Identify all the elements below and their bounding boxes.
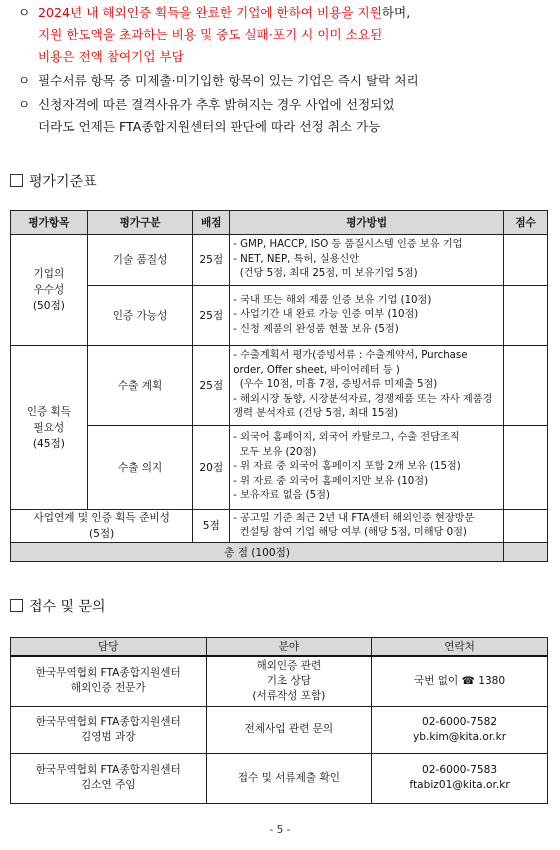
checkbox-square-icon bbox=[10, 174, 23, 187]
page-number: - 5 - bbox=[269, 824, 291, 836]
method-line: 모두 보유 (20점) bbox=[233, 446, 317, 458]
bullet-2 bbox=[18, 70, 553, 92]
table-row bbox=[11, 235, 548, 286]
method-line: - 해외시장 동향, 시장분석자료, 경쟁제품 또는 자사 제품경쟁력 분석자료 (건당 5점, 최대 15점) bbox=[233, 393, 493, 420]
method-line: - 사업기간 내 완료 가능 인증 여부 (10점) bbox=[233, 309, 419, 321]
bullet-1-line-1: 2024년 내 해외인증 획득을 완료한 기업에 한하여 비용을 지원 bbox=[38, 5, 382, 20]
score-input-cell[interactable] bbox=[504, 235, 548, 286]
table-row bbox=[11, 510, 548, 543]
eval-score: 25점 bbox=[193, 235, 230, 286]
contact-table bbox=[10, 637, 548, 804]
score-input-cell[interactable] bbox=[504, 346, 548, 426]
method-line: - 위 자료 중 외국어 홈페이지만 보유 (10점) bbox=[233, 475, 429, 487]
header-cell: 배점 bbox=[193, 211, 230, 235]
score-input-cell[interactable] bbox=[504, 510, 548, 543]
method-line: - 위 자료 중 외국어 홈페이지 포함 2개 보유 (15점) bbox=[233, 461, 461, 473]
eval-category: 인증 가능성 bbox=[87, 286, 193, 346]
method-line: - GMP, HACCP, ISO 등 품질시스템 인증 보유 기업 bbox=[233, 239, 463, 251]
contact-phone-email[interactable]: 02-6000-7582 yb.kim@kita.or.kr bbox=[372, 706, 548, 753]
table-row bbox=[11, 753, 548, 803]
method-line: (우수 10점, 미흡 7점, 증빙서류 미제출 5점) bbox=[233, 379, 438, 391]
method-line: 컨설팅 참여 기업 해당 여부 (해당 5점, 미해당 0점) bbox=[233, 527, 467, 538]
method-line: - 보유자료 없음 (5점) bbox=[233, 490, 330, 502]
header-cell: 평가방법 bbox=[230, 211, 504, 235]
bullet-1-tail: 하며, bbox=[381, 5, 411, 20]
eval-item: 사업연계 및 인증 획득 준비성 (5점) bbox=[11, 510, 193, 543]
section-eval-title: 평가기준표 bbox=[29, 174, 97, 190]
method-line: (건당 5점, 최대 25점, 미 보유기업 5점) bbox=[233, 268, 418, 280]
header-cell: 분야 bbox=[206, 638, 372, 657]
header-cell: 연락처 bbox=[372, 638, 548, 657]
table-row bbox=[11, 706, 548, 753]
section-contact-title: 접수 및 문의 bbox=[29, 599, 106, 615]
bullet-mark: ㅇ bbox=[18, 97, 31, 112]
eval-item: 인증 획득 필요성 (45점) bbox=[11, 346, 88, 510]
contact-phone-email[interactable]: 02-6000-7583 ftabiz01@kita.or.kr bbox=[372, 753, 548, 803]
eval-table bbox=[10, 210, 548, 562]
header-cell: 점수 bbox=[504, 211, 548, 235]
section-eval-heading bbox=[10, 172, 97, 192]
method-line: - 공고일 기준 최근 2년 내 FTA센터 해외인증 현장방문 bbox=[233, 512, 475, 524]
contact-phone[interactable]: 국번 없이 ☎ 1380 bbox=[372, 656, 548, 706]
table-row bbox=[11, 286, 548, 346]
eval-score: 25점 bbox=[193, 286, 230, 346]
bullet-3-line-2: 더라도 언제든 FTA종합지원센터의 판단에 따라 선정 취소 가능 bbox=[38, 119, 381, 134]
method-line: - 수출계획서 평가(증빙서류 : 수출계약서, Purchase order, Offer sheet, 바이어레터 등 ) bbox=[233, 350, 468, 376]
checkbox-square-icon bbox=[10, 599, 23, 612]
section-contact-heading bbox=[10, 597, 106, 617]
eval-table-header bbox=[11, 211, 548, 235]
eval-score: 25점 bbox=[193, 346, 230, 426]
contact-field: 접수 및 서류제출 확인 bbox=[206, 753, 372, 803]
table-row-total bbox=[11, 543, 548, 562]
eval-score: 5점 bbox=[193, 510, 230, 543]
eval-category: 수출 의지 bbox=[87, 426, 193, 510]
bullet-1-line-2: 지원 한도액을 초과하는 비용 및 중도 실패·포기 시 이미 소요된 bbox=[38, 27, 383, 42]
contact-table-header bbox=[11, 638, 548, 657]
contact-field: 전체사업 관련 문의 bbox=[206, 706, 372, 753]
method-line: - 국내 또는 해외 제품 인증 보유 기업 (10점) bbox=[233, 294, 432, 306]
header-cell: 평가항목 bbox=[11, 211, 88, 235]
score-input-cell[interactable] bbox=[504, 426, 548, 510]
method-line: - 신청 제품의 완성품 현물 보유 (5점) bbox=[233, 323, 399, 335]
eval-score: 20점 bbox=[193, 426, 230, 510]
bullet-mark: ㅇ bbox=[18, 73, 31, 88]
bullet-2-line-1: 필수서류 항목 중 미제출·미기입한 항목이 있는 기업은 즉시 탈락 처리 bbox=[38, 73, 419, 88]
eval-item: 기업의 우수성 (50점) bbox=[11, 235, 88, 346]
contact-dept: 한국무역협회 FTA종합지원센터 해외인증 전문가 bbox=[11, 656, 207, 706]
bullet-3-line-1: 신청자격에 따른 결격사유가 추후 밝혀지는 경우 사업에 선정되었 bbox=[38, 97, 395, 112]
method-line: - NET, NEP, 특허, 실용신안 bbox=[233, 253, 360, 265]
bullet-mark: ㅇ bbox=[18, 5, 31, 20]
eval-method bbox=[230, 346, 504, 426]
eval-total: 총 점 (100점) bbox=[11, 543, 504, 562]
eval-category: 기술 품질성 bbox=[87, 235, 193, 286]
eval-method bbox=[230, 286, 504, 346]
table-row bbox=[11, 656, 548, 706]
table-row bbox=[11, 346, 548, 426]
eval-method bbox=[230, 235, 504, 286]
bullet-1 bbox=[18, 2, 553, 68]
total-score-cell[interactable] bbox=[504, 543, 548, 562]
header-cell: 담당 bbox=[11, 638, 207, 657]
contact-dept: 한국무역협회 FTA종합지원센터 김영범 과장 bbox=[11, 706, 207, 753]
bullet-3 bbox=[18, 94, 553, 138]
method-line: - 외국어 홈페이지, 외국어 카탈로그, 수출 전담조직 bbox=[233, 432, 460, 444]
bullet-1-line-3: 비용은 전액 참여기업 부담 bbox=[38, 49, 184, 64]
eval-category: 수출 계획 bbox=[87, 346, 193, 426]
header-cell: 평가구분 bbox=[87, 211, 193, 235]
score-input-cell[interactable] bbox=[504, 286, 548, 346]
eval-method bbox=[230, 426, 504, 510]
contact-dept: 한국무역협회 FTA종합지원센터 김소연 주임 bbox=[11, 753, 207, 803]
contact-field: 해외인증 관련 기초 상담 (서류작성 포함) bbox=[206, 656, 372, 706]
table-row bbox=[11, 426, 548, 510]
eval-method bbox=[230, 510, 504, 543]
